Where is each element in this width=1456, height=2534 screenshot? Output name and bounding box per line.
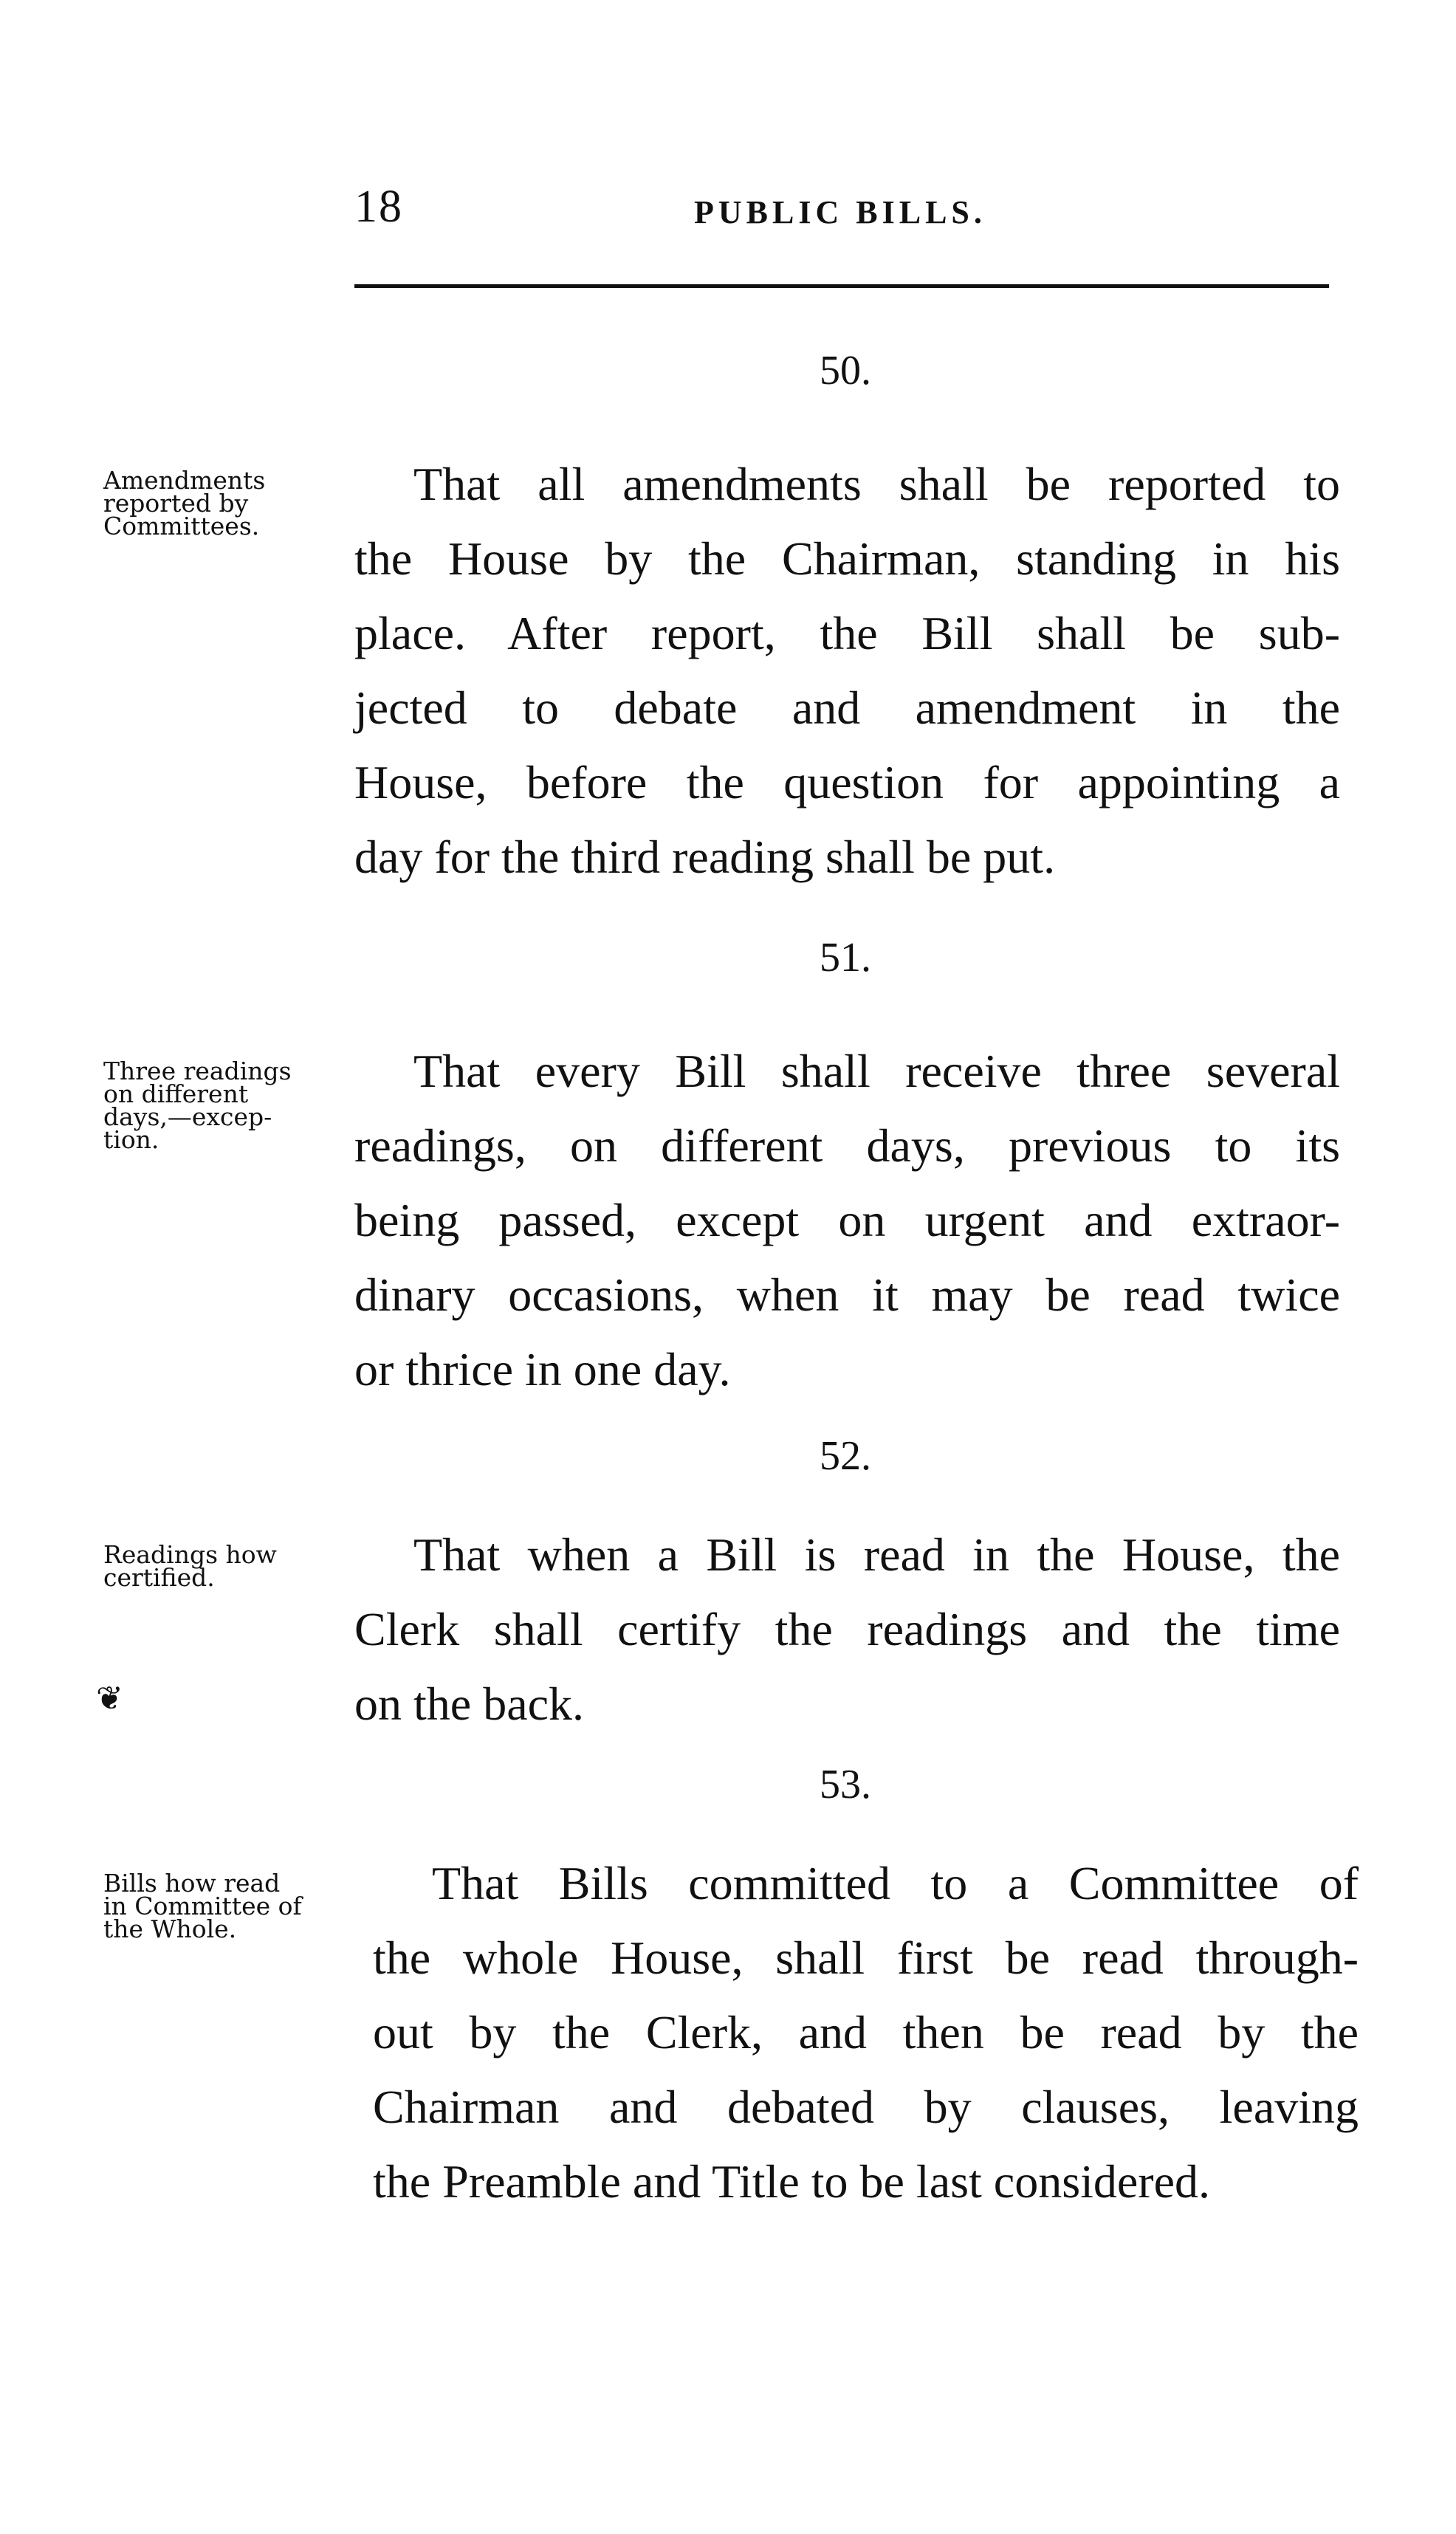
text-line: being passed, except on urgent and extraor- xyxy=(354,1194,1340,1246)
text-line: House, before the question for appointing a xyxy=(354,756,1340,808)
page-number: 18 xyxy=(354,182,403,232)
section-50-number: 50. xyxy=(820,348,871,394)
margin-note-line: Readings how xyxy=(103,1540,277,1569)
text-line: the Preamble and Title to be last considered. xyxy=(373,2155,1210,2208)
text-line: day for the third reading shall be put. xyxy=(354,831,1056,883)
text-line: or thrice in one day. xyxy=(354,1343,731,1395)
margin-note-line: Bills how read xyxy=(103,1869,281,1898)
margin-note-line: certified. xyxy=(103,1563,215,1592)
section-53-number: 53. xyxy=(820,1762,871,1807)
text-line: jected to debate and amendment in the xyxy=(354,681,1340,734)
margin-note-line: in Committee of xyxy=(103,1892,302,1920)
text-line: the House by the Chairman, standing in his xyxy=(354,532,1340,585)
header-rule xyxy=(354,284,1329,288)
margin-note-52 xyxy=(103,1540,384,1592)
margin-note-50 xyxy=(103,466,384,540)
section-52-number: 52. xyxy=(820,1433,871,1479)
text-line: on the back. xyxy=(354,1678,584,1730)
margin-note-line: Committees. xyxy=(103,512,260,540)
margin-note-53 xyxy=(103,1869,384,1943)
text-line: That when a Bill is read in the House, the xyxy=(413,1528,1340,1581)
margin-note-51 xyxy=(103,1057,384,1154)
margin-note-line: days,—excep- xyxy=(103,1102,272,1131)
margin-note-line: tion. xyxy=(103,1125,159,1154)
text-line: out by the Clerk, and then be read by the xyxy=(373,2006,1359,2059)
margin-note-line: Three readings xyxy=(103,1057,292,1085)
text-line: That all amendments shall be reported to xyxy=(413,458,1340,510)
text-line: readings, on different days, previous to its xyxy=(354,1119,1340,1172)
margin-note-line: reported by xyxy=(103,489,249,518)
printer-ornament-icon: ❦ xyxy=(96,1680,123,1717)
section-51-text xyxy=(354,1034,1340,1407)
text-line: That Bills committed to a Committee of xyxy=(432,1857,1359,1909)
margin-note-line: the Whole. xyxy=(103,1915,237,1943)
text-line: the whole House, shall first be read through- xyxy=(373,1932,1359,1984)
text-line: dinary occasions, when it may be read twice xyxy=(354,1268,1340,1321)
margin-note-line: Amendments xyxy=(103,466,266,495)
text-line: That every Bill shall receive three several xyxy=(413,1045,1340,1097)
margin-note-line: on different xyxy=(103,1079,249,1108)
text-line: place. After report, the Bill shall be sub- xyxy=(354,607,1340,659)
running-head: PUBLIC BILLS. xyxy=(694,194,986,230)
text-line: Clerk shall certify the readings and the time xyxy=(354,1603,1340,1655)
section-53-text xyxy=(373,1846,1359,2219)
text-line: Chairman and debated by clauses, leaving xyxy=(373,2081,1359,2133)
section-50-text xyxy=(354,447,1340,894)
section-51-number: 51. xyxy=(820,935,871,981)
section-52-text xyxy=(354,1517,1340,1741)
